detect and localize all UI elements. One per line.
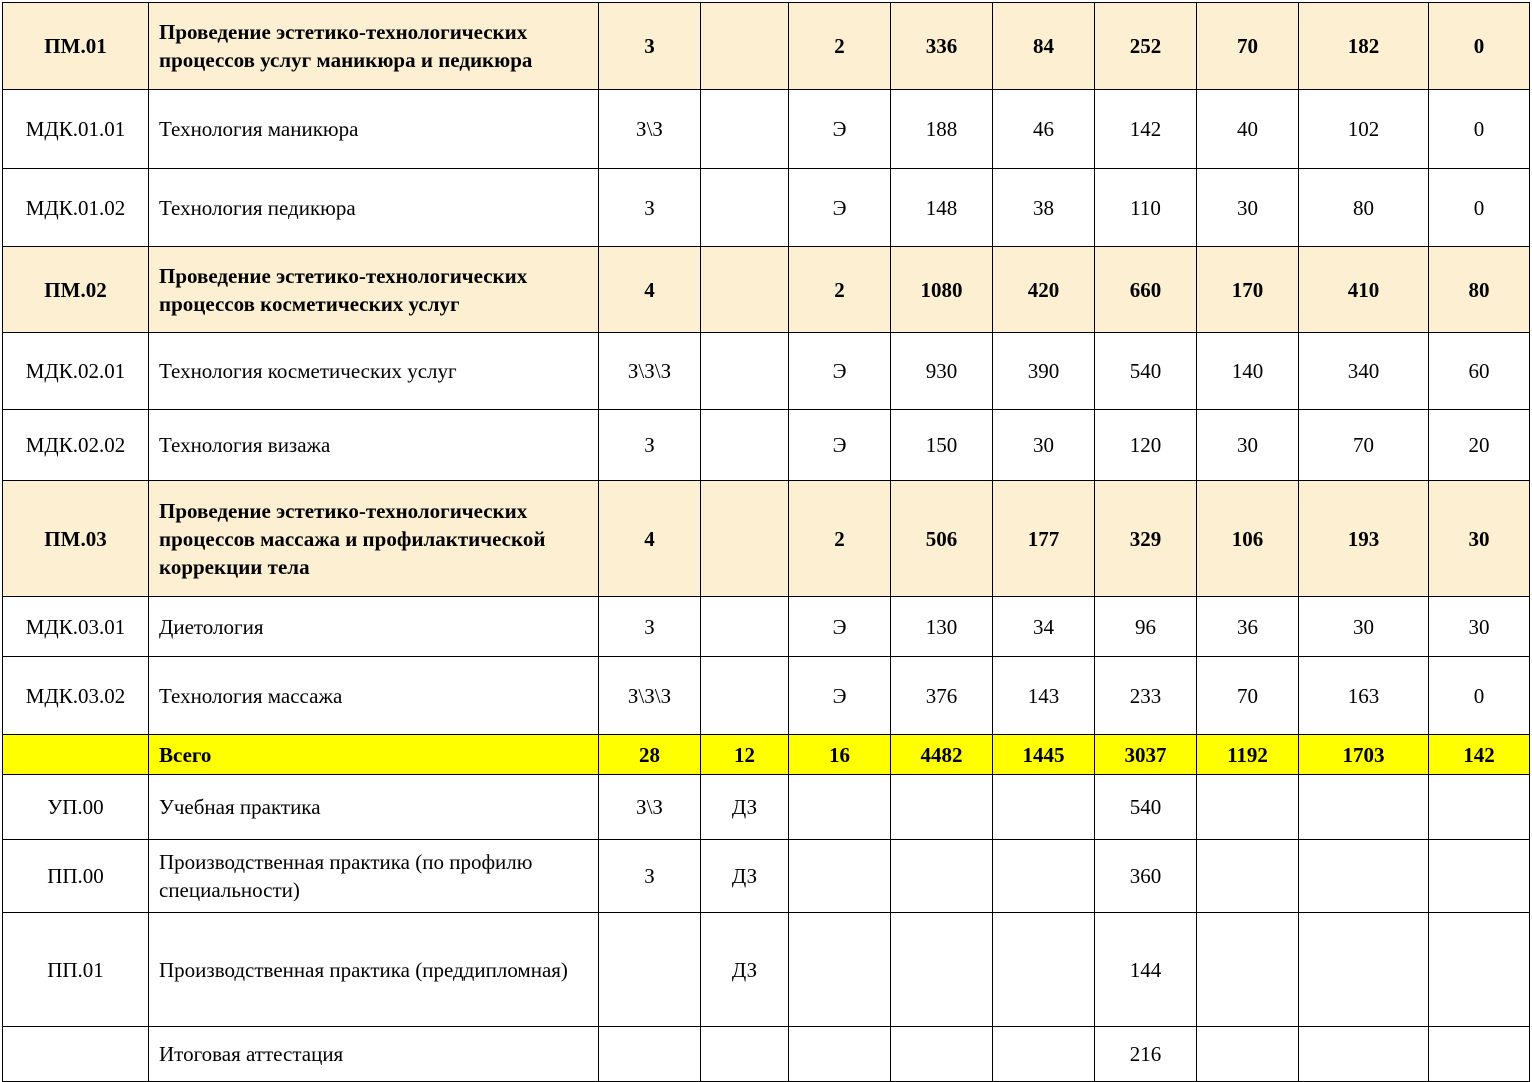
cell-c6: 110: [1095, 169, 1197, 247]
cell-c9: 20: [1429, 410, 1530, 481]
table-row-pm-02: [3, 247, 1530, 333]
table-row-up-00: [3, 775, 1530, 840]
cell-c7: 40: [1197, 90, 1299, 169]
cell-c8: 102: [1299, 90, 1429, 169]
cell-c9: 0: [1429, 3, 1530, 90]
cell-c7: [1197, 840, 1299, 913]
cell-c6: 660: [1095, 247, 1197, 333]
cell-c1: 4: [599, 481, 701, 597]
module-code: УП.00: [3, 775, 149, 840]
cell-c6: 360: [1095, 840, 1197, 913]
cell-c5: 30: [993, 410, 1095, 481]
cell-c8: 70: [1299, 410, 1429, 481]
table-row-pp-00: [3, 840, 1530, 913]
cell-c3: Э: [789, 597, 891, 657]
cell-c2: [701, 1027, 789, 1082]
table-row-pm-01: [3, 3, 1530, 90]
module-code: ПП.01: [3, 913, 149, 1027]
table-row-mdk-01-02: [3, 169, 1530, 247]
cell-c4: 1080: [891, 247, 993, 333]
cell-c2: [701, 3, 789, 90]
cell-c4: [891, 840, 993, 913]
cell-c2: ДЗ: [701, 840, 789, 913]
cell-c3: 16: [789, 735, 891, 775]
module-name: Итоговая аттестация: [149, 1027, 599, 1082]
cell-c9: 30: [1429, 481, 1530, 597]
cell-c9: 60: [1429, 333, 1530, 410]
cell-c1: 4: [599, 247, 701, 333]
module-name: Проведение эстетико-технологических процессов услуг маникюра и педикюра: [149, 3, 599, 90]
table-row-mdk-03-02: [3, 657, 1530, 735]
module-code: МДК.02.02: [3, 410, 149, 481]
module-name: Диетология: [149, 597, 599, 657]
cell-c4: 506: [891, 481, 993, 597]
cell-c3: [789, 775, 891, 840]
module-name: Технология маникюра: [149, 90, 599, 169]
module-code: [3, 735, 149, 775]
cell-c9: 80: [1429, 247, 1530, 333]
cell-c5: 1445: [993, 735, 1095, 775]
cell-c7: [1197, 1027, 1299, 1082]
cell-c4: [891, 775, 993, 840]
table-row-mdk-01-01: [3, 90, 1530, 169]
cell-c3: [789, 913, 891, 1027]
cell-c3: 2: [789, 247, 891, 333]
module-name: Производственная практика (преддипломная): [149, 913, 599, 1027]
cell-c1: [599, 1027, 701, 1082]
cell-c6: 120: [1095, 410, 1197, 481]
module-code: МДК.03.01: [3, 597, 149, 657]
module-code: МДК.01.02: [3, 169, 149, 247]
cell-c6: 3037: [1095, 735, 1197, 775]
cell-c5: [993, 775, 1095, 840]
cell-c1: З\З\З: [599, 333, 701, 410]
module-code: МДК.02.01: [3, 333, 149, 410]
cell-c4: 148: [891, 169, 993, 247]
cell-c2: [701, 410, 789, 481]
cell-c4: 930: [891, 333, 993, 410]
cell-c5: 84: [993, 3, 1095, 90]
cell-c9: 142: [1429, 735, 1530, 775]
cell-c9: [1429, 775, 1530, 840]
cell-c9: 0: [1429, 169, 1530, 247]
cell-c1: З\З: [599, 775, 701, 840]
cell-c9: 0: [1429, 657, 1530, 735]
cell-c7: 170: [1197, 247, 1299, 333]
cell-c3: Э: [789, 657, 891, 735]
module-code: ПП.00: [3, 840, 149, 913]
module-name: Технология косметических услуг: [149, 333, 599, 410]
cell-c2: [701, 481, 789, 597]
cell-c2: [701, 169, 789, 247]
cell-c4: [891, 913, 993, 1027]
cell-c7: [1197, 913, 1299, 1027]
cell-c2: [701, 247, 789, 333]
cell-c2: [701, 333, 789, 410]
cell-c2: [701, 90, 789, 169]
module-name: Технология массажа: [149, 657, 599, 735]
cell-c6: 540: [1095, 775, 1197, 840]
cell-c2: ДЗ: [701, 775, 789, 840]
cell-c1: З: [599, 597, 701, 657]
cell-c6: 96: [1095, 597, 1197, 657]
cell-c4: 150: [891, 410, 993, 481]
cell-c1: З\З\З: [599, 657, 701, 735]
cell-c8: 182: [1299, 3, 1429, 90]
cell-c6: 540: [1095, 333, 1197, 410]
cell-c4: 336: [891, 3, 993, 90]
module-name: Проведение эстетико-технологических процессов косметических услуг: [149, 247, 599, 333]
cell-c2: [701, 657, 789, 735]
cell-c9: [1429, 1027, 1530, 1082]
cell-c3: [789, 840, 891, 913]
cell-c5: [993, 913, 1095, 1027]
table-row-mdk-02-02: [3, 410, 1530, 481]
cell-c9: 30: [1429, 597, 1530, 657]
cell-c7: [1197, 775, 1299, 840]
module-name: Технология визажа: [149, 410, 599, 481]
cell-c8: [1299, 1027, 1429, 1082]
module-name: Учебная практика: [149, 775, 599, 840]
cell-c8: 340: [1299, 333, 1429, 410]
cell-c5: 34: [993, 597, 1095, 657]
cell-c7: 70: [1197, 3, 1299, 90]
cell-c5: [993, 840, 1095, 913]
cell-c5: 143: [993, 657, 1095, 735]
cell-c3: 2: [789, 481, 891, 597]
cell-c1: З: [599, 410, 701, 481]
cell-c7: 70: [1197, 657, 1299, 735]
cell-c3: Э: [789, 169, 891, 247]
module-code: [3, 1027, 149, 1082]
cell-c3: Э: [789, 90, 891, 169]
cell-c8: 410: [1299, 247, 1429, 333]
cell-c4: 188: [891, 90, 993, 169]
cell-c3: Э: [789, 410, 891, 481]
cell-c7: 140: [1197, 333, 1299, 410]
cell-c5: 46: [993, 90, 1095, 169]
module-code: ПМ.01: [3, 3, 149, 90]
cell-c8: [1299, 913, 1429, 1027]
module-code: МДК.01.01: [3, 90, 149, 169]
cell-c2: [701, 597, 789, 657]
cell-c5: [993, 1027, 1095, 1082]
cell-c8: [1299, 775, 1429, 840]
module-code: МДК.03.02: [3, 657, 149, 735]
cell-c5: 420: [993, 247, 1095, 333]
cell-c5: 177: [993, 481, 1095, 597]
cell-c1: З: [599, 169, 701, 247]
cell-c1: З\З: [599, 90, 701, 169]
cell-c7: 36: [1197, 597, 1299, 657]
module-name: Технология педикюра: [149, 169, 599, 247]
table-row-total: [3, 735, 1530, 775]
table-row-pp-01: [3, 913, 1530, 1027]
module-code: ПМ.02: [3, 247, 149, 333]
table-row-pm-03: [3, 481, 1530, 597]
cell-c7: 30: [1197, 169, 1299, 247]
cell-c6: 142: [1095, 90, 1197, 169]
cell-c7: 106: [1197, 481, 1299, 597]
cell-c4: 376: [891, 657, 993, 735]
cell-c3: Э: [789, 333, 891, 410]
cell-c9: [1429, 840, 1530, 913]
cell-c9: [1429, 913, 1530, 1027]
cell-c7: 30: [1197, 410, 1299, 481]
module-name: Проведение эстетико-технологических процессов массажа и профилактической коррекции тела: [149, 481, 599, 597]
table-row-mdk-03-01: [3, 597, 1530, 657]
cell-c6: 252: [1095, 3, 1197, 90]
module-name: Всего: [149, 735, 599, 775]
table-row-mdk-02-01: [3, 333, 1530, 410]
cell-c8: 30: [1299, 597, 1429, 657]
curriculum-table: [2, 2, 1530, 1082]
cell-c1: 28: [599, 735, 701, 775]
cell-c2: 12: [701, 735, 789, 775]
cell-c8: [1299, 840, 1429, 913]
cell-c3: [789, 1027, 891, 1082]
cell-c8: 163: [1299, 657, 1429, 735]
cell-c6: 329: [1095, 481, 1197, 597]
cell-c2: ДЗ: [701, 913, 789, 1027]
cell-c9: 0: [1429, 90, 1530, 169]
cell-c8: 1703: [1299, 735, 1429, 775]
module-name: Производственная практика (по профилю специальности): [149, 840, 599, 913]
cell-c8: 193: [1299, 481, 1429, 597]
cell-c6: 233: [1095, 657, 1197, 735]
cell-c1: 3: [599, 3, 701, 90]
cell-c6: 144: [1095, 913, 1197, 1027]
cell-c4: 4482: [891, 735, 993, 775]
cell-c1: [599, 913, 701, 1027]
cell-c5: 390: [993, 333, 1095, 410]
cell-c5: 38: [993, 169, 1095, 247]
cell-c7: 1192: [1197, 735, 1299, 775]
cell-c6: 216: [1095, 1027, 1197, 1082]
module-code: ПМ.03: [3, 481, 149, 597]
cell-c3: 2: [789, 3, 891, 90]
cell-c4: 130: [891, 597, 993, 657]
table-row-final-attestation: [3, 1027, 1530, 1082]
cell-c8: 80: [1299, 169, 1429, 247]
cell-c4: [891, 1027, 993, 1082]
cell-c1: З: [599, 840, 701, 913]
